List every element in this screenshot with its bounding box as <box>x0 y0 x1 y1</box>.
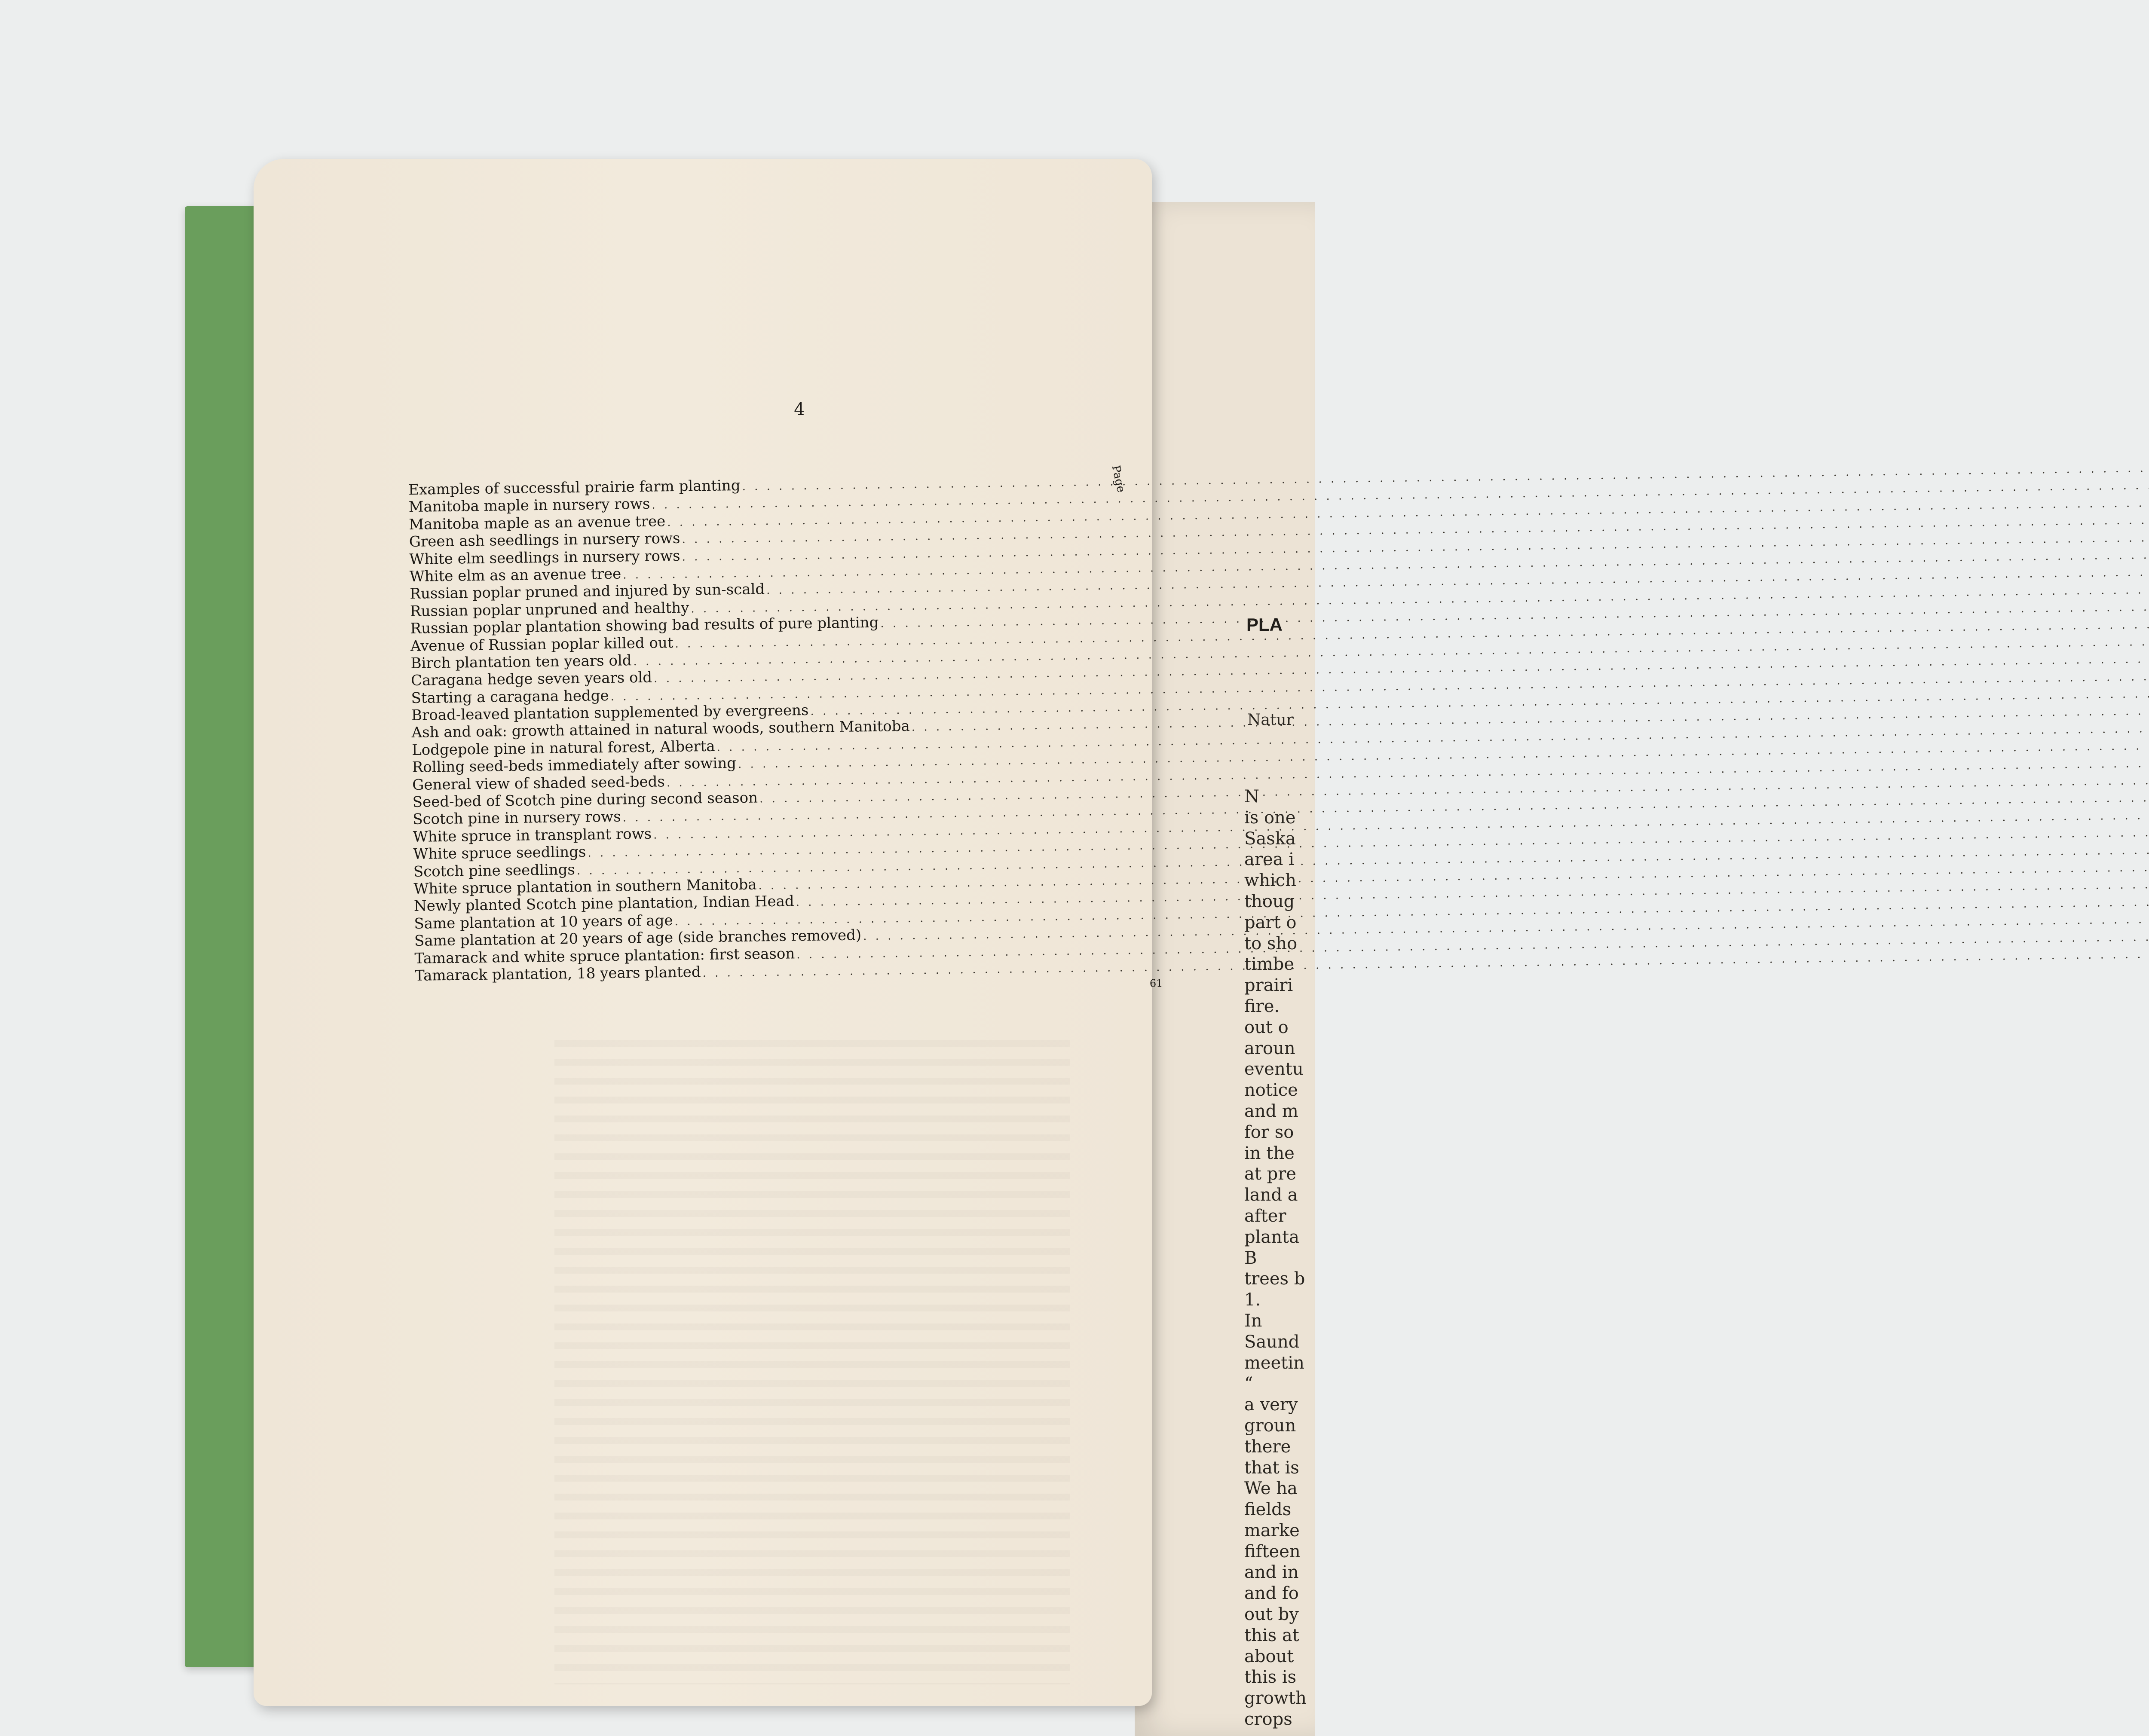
right-page-line: this at <box>1244 1625 1299 1645</box>
right-page-line: out by <box>1244 1605 1299 1625</box>
right-page-line: N <box>1244 787 1259 807</box>
right-page-line: groun <box>1244 1415 1296 1436</box>
right-page-heading: PLA <box>1246 614 1283 635</box>
right-page-subheading: Natur <box>1247 711 1294 729</box>
right-page-line: We ha <box>1244 1479 1298 1499</box>
toc-entry-title: Scotch pine seedlings <box>413 861 576 880</box>
toc-entry-title: Avenue of Russian poplar killed out <box>410 634 673 655</box>
right-page-line: 1. <box>1244 1290 1261 1310</box>
toc-entry-title: Tamarack plantation, 18 years planted <box>414 963 701 984</box>
toc-last-page-number: 61 <box>1149 977 1163 990</box>
right-page-line: is one <box>1244 807 1296 828</box>
right-page-line: notice <box>1244 1080 1298 1100</box>
toc-entry-title: White spruce seedlings <box>413 843 586 863</box>
right-page-line: area i <box>1244 850 1294 870</box>
toc-entry-title: Examples of successful prairie farm planting <box>408 477 741 498</box>
right-page-line: fields <box>1244 1500 1292 1520</box>
toc-entry-title: Birch plantation ten years old <box>410 652 632 672</box>
toc-entry-title: General view of shaded seed-beds <box>412 773 665 794</box>
right-page-line: aroun <box>1244 1038 1295 1058</box>
toc-entry-title: White spruce plantation in southern Manitoba <box>413 876 757 898</box>
right-page-line: out o <box>1244 1017 1289 1037</box>
right-page-line: fifteen <box>1244 1541 1301 1562</box>
toc-entry-title: Manitoba maple as an avenue tree <box>409 512 666 533</box>
right-page-line: and fo <box>1244 1583 1299 1604</box>
right-page-line: to sho <box>1244 933 1298 954</box>
toc-entry-title: Tamarack and white spruce plantation: first season <box>414 944 795 967</box>
right-page-line: timbe <box>1244 954 1295 975</box>
toc-entry-title: Manitoba maple in nursery rows <box>408 495 650 516</box>
toc-entry-title: White spruce in transplant rows <box>413 825 652 846</box>
right-page-line: eventu <box>1244 1059 1304 1079</box>
right-page-line: planta <box>1244 1227 1299 1247</box>
right-page-line: that is <box>1244 1458 1299 1478</box>
right-page-line: for so <box>1244 1122 1294 1142</box>
toc-entry-title: Seed-bed of Scotch pine during second season <box>412 789 758 811</box>
right-page-line: at pre <box>1244 1164 1297 1184</box>
right-page-line: and in <box>1244 1562 1299 1583</box>
toc-entry-title: White elm as an avenue tree <box>409 565 621 585</box>
right-page-line: after <box>1244 1206 1286 1226</box>
toc-entry-title: Same plantation at 20 years of age (side branches removed) <box>414 926 862 950</box>
right-page-line: Saund <box>1244 1332 1300 1352</box>
toc-entry-title: Russian poplar unpruned and healthy <box>410 599 689 620</box>
right-page-line: trees b <box>1244 1269 1305 1289</box>
right-page-line: B <box>1244 1248 1257 1268</box>
toc-entry-title: Starting a caragana hedge <box>411 687 609 707</box>
toc-entry-title: Rolling seed-beds immediately after sowing <box>412 755 737 776</box>
right-page-line: growth <box>1244 1688 1307 1708</box>
right-page-line: marke <box>1244 1520 1300 1540</box>
right-page-line: crops <box>1244 1709 1292 1730</box>
right-page-line: “ <box>1244 1374 1253 1394</box>
right-page-line: which <box>1244 871 1296 891</box>
toc-entry-title: Broad-leaved plantation supplemented by evergreens <box>411 701 809 724</box>
toc-entry-title: Lodgepole pine in natural forest, Alberta <box>411 737 715 759</box>
illustrations-list <box>408 471 1163 1002</box>
page-number: 4 <box>794 400 805 419</box>
right-page-line: this is <box>1244 1667 1297 1687</box>
right-page-line: in the <box>1244 1143 1295 1163</box>
toc-entry-title: Same plantation at 10 years of age <box>414 911 673 932</box>
toc-entry-title: Russian poplar pruned and injured by sun-scald <box>410 581 765 603</box>
toc-entry-title: Scotch pine in nursery rows <box>413 808 621 828</box>
right-page-line: thoug <box>1244 891 1295 911</box>
toc-entry-title: Caragana hedge seven years old <box>410 669 652 690</box>
right-page-line: Saska <box>1244 828 1296 849</box>
toc-entry-title: Russian poplar plantation showing bad results of pure planting <box>410 614 879 638</box>
right-page-line: there <box>1244 1436 1291 1457</box>
left-page <box>254 159 1163 1706</box>
toc-entry-title: White elm seedlings in nursery rows <box>409 547 680 568</box>
right-page-line: part o <box>1244 912 1297 932</box>
right-page-line: meetin <box>1244 1353 1304 1373</box>
right-page-line: about <box>1244 1646 1294 1666</box>
toc-entry-title: Ash and oak: growth attained in natural woods, southern Manitoba <box>411 718 910 742</box>
right-page-line: fire. <box>1244 996 1280 1016</box>
right-page-line: prairi <box>1244 975 1293 996</box>
right-page-line: a very <box>1244 1395 1298 1415</box>
toc-entry-title: Newly planted Scotch pine plantation, Indian Head <box>413 892 794 915</box>
page-column-heading: Page <box>1109 464 1128 494</box>
toc-entry-title: Green ash seedlings in nursery rows <box>409 529 680 551</box>
right-page-line: land a <box>1244 1185 1298 1205</box>
bleed-through <box>554 1040 1070 1684</box>
right-page-line: In <box>1244 1311 1262 1331</box>
right-page-line: and m <box>1244 1101 1298 1121</box>
